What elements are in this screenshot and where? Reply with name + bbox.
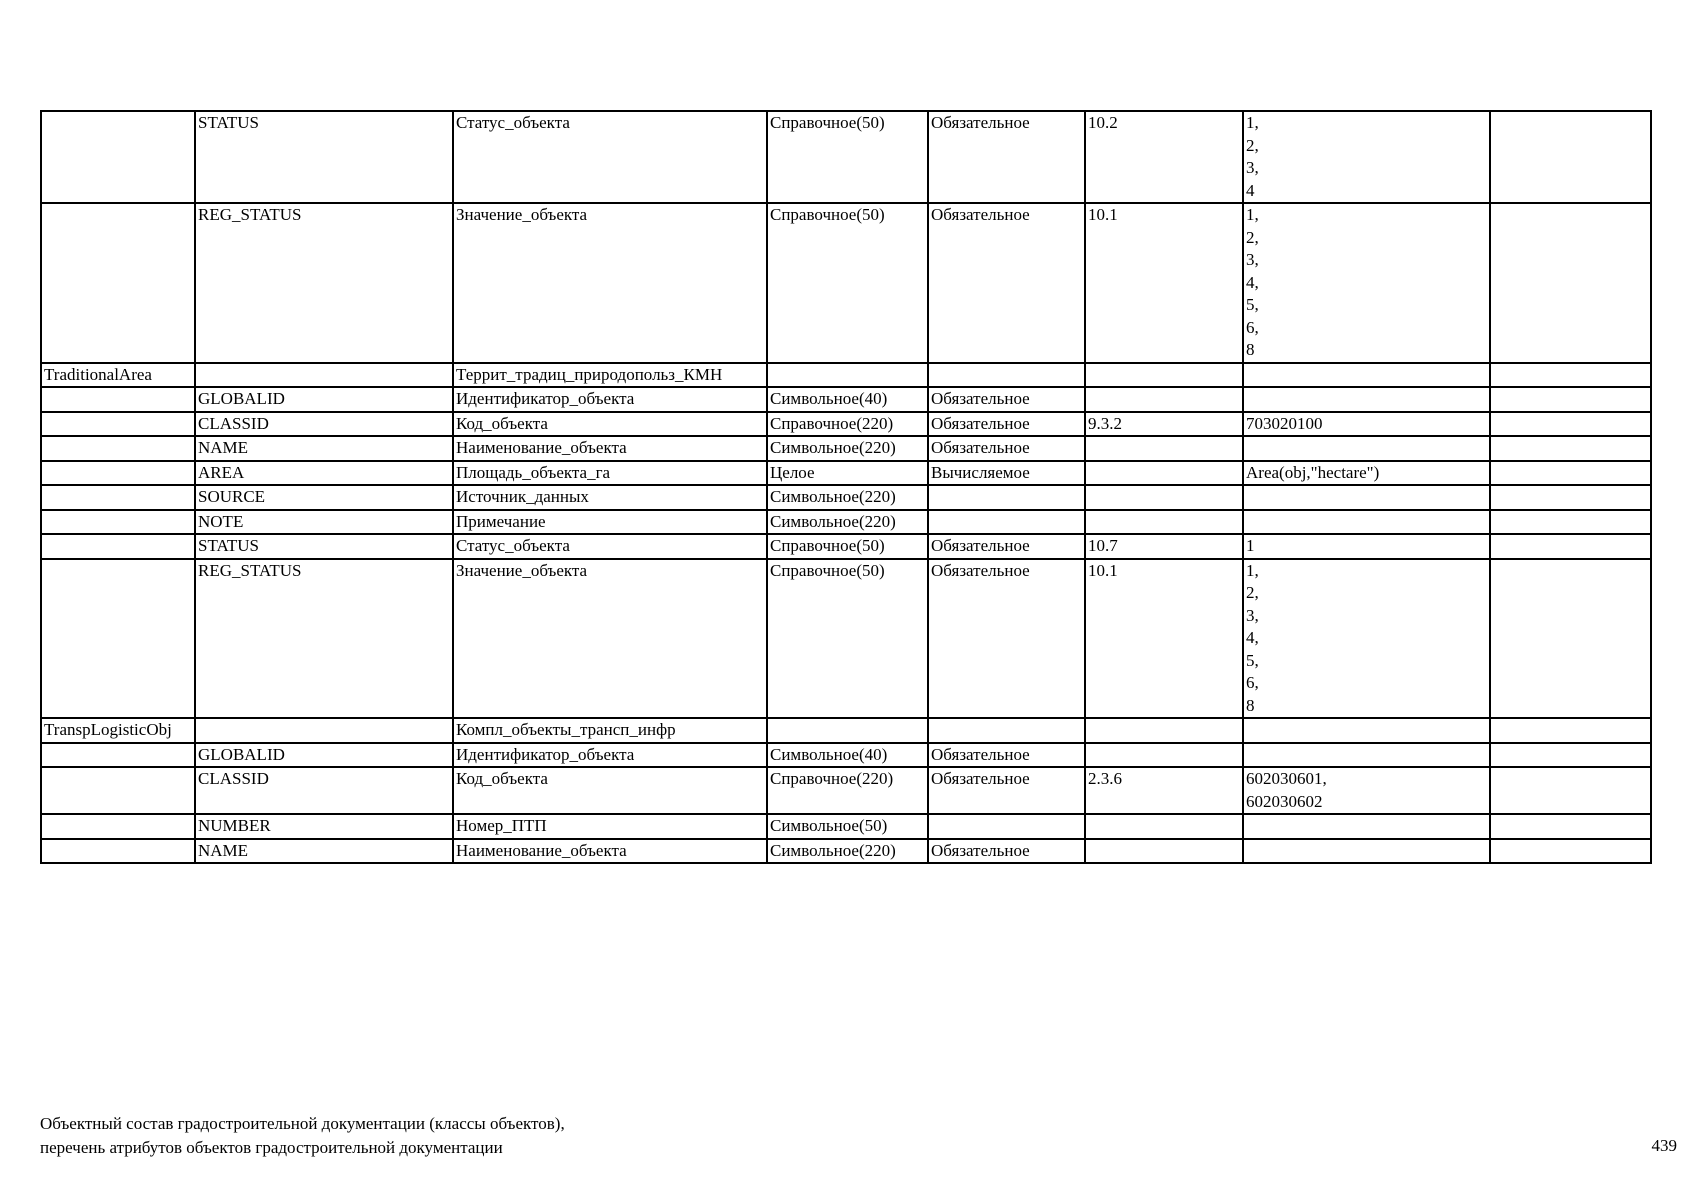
- requirement-cell: Обязательное: [928, 436, 1085, 461]
- attribute-name-cell: Значение_объекта: [453, 203, 767, 363]
- value-cell: 1, 2, 3, 4, 5, 6, 8: [1243, 203, 1490, 363]
- requirement-cell: Обязательное: [928, 111, 1085, 203]
- attribute-name-cell: Компл_объекты_трансп_инфр: [453, 718, 767, 743]
- data-type-cell: Справочное(50): [767, 534, 928, 559]
- value-cell: [1243, 839, 1490, 864]
- footer-line-2: перечень атрибутов объектов градостроительной документации: [40, 1138, 503, 1157]
- reference-cell: 10.2: [1085, 111, 1243, 203]
- table-row: [41, 510, 1651, 535]
- requirement-cell: [928, 718, 1085, 743]
- attribute-code-cell: STATUS: [195, 534, 453, 559]
- requirement-cell: [928, 814, 1085, 839]
- class-name-cell: [41, 485, 195, 510]
- attribute-code-cell: NAME: [195, 839, 453, 864]
- note-cell: [1490, 387, 1651, 412]
- table-row: [41, 767, 1651, 814]
- note-cell: [1490, 534, 1651, 559]
- value-cell: [1243, 387, 1490, 412]
- note-cell: [1490, 412, 1651, 437]
- data-type-cell: [767, 718, 928, 743]
- value-cell: [1243, 814, 1490, 839]
- attribute-code-cell: GLOBALID: [195, 387, 453, 412]
- class-name-cell: [41, 743, 195, 768]
- note-cell: [1490, 111, 1651, 203]
- class-name-cell: TranspLogisticObj: [41, 718, 195, 743]
- reference-cell: [1085, 718, 1243, 743]
- table-row: [41, 559, 1651, 719]
- attribute-name-cell: Наименование_объекта: [453, 839, 767, 864]
- note-cell: [1490, 839, 1651, 864]
- page-number: 439: [1651, 1136, 1677, 1155]
- note-cell: [1490, 718, 1651, 743]
- reference-cell: 10.7: [1085, 534, 1243, 559]
- reference-cell: [1085, 363, 1243, 388]
- data-type-cell: Символьное(220): [767, 436, 928, 461]
- class-name-cell: [41, 814, 195, 839]
- data-type-cell: Символьное(220): [767, 510, 928, 535]
- value-cell: Area(obj,"hectare"): [1243, 461, 1490, 486]
- attribute-name-cell: Статус_объекта: [453, 534, 767, 559]
- table-row: [41, 534, 1651, 559]
- data-type-cell: Символьное(40): [767, 387, 928, 412]
- reference-cell: 10.1: [1085, 559, 1243, 719]
- data-type-cell: Символьное(40): [767, 743, 928, 768]
- attribute-code-cell: AREA: [195, 461, 453, 486]
- table-row: [41, 718, 1651, 743]
- table-row: [41, 839, 1651, 864]
- attribute-code-cell: STATUS: [195, 111, 453, 203]
- requirement-cell: Вычисляемое: [928, 461, 1085, 486]
- attribute-name-cell: Примечание: [453, 510, 767, 535]
- attribute-code-cell: GLOBALID: [195, 743, 453, 768]
- reference-cell: [1085, 510, 1243, 535]
- note-cell: [1490, 461, 1651, 486]
- requirement-cell: Обязательное: [928, 559, 1085, 719]
- table-row: [41, 461, 1651, 486]
- class-name-cell: [41, 839, 195, 864]
- table-row: [41, 363, 1651, 388]
- class-name-cell: [41, 534, 195, 559]
- data-type-cell: [767, 363, 928, 388]
- class-name-cell: TraditionalArea: [41, 363, 195, 388]
- attribute-code-cell: REG_STATUS: [195, 203, 453, 363]
- class-name-cell: [41, 436, 195, 461]
- attribute-code-cell: CLASSID: [195, 767, 453, 814]
- reference-cell: [1085, 436, 1243, 461]
- value-cell: 602030601, 602030602: [1243, 767, 1490, 814]
- note-cell: [1490, 436, 1651, 461]
- table-row: [41, 387, 1651, 412]
- table-row: [41, 412, 1651, 437]
- requirement-cell: [928, 485, 1085, 510]
- class-name-cell: [41, 559, 195, 719]
- note-cell: [1490, 510, 1651, 535]
- reference-cell: [1085, 461, 1243, 486]
- data-type-cell: Справочное(50): [767, 203, 928, 363]
- class-name-cell: [41, 111, 195, 203]
- attribute-code-cell: [195, 363, 453, 388]
- footer-note: [40, 1112, 565, 1160]
- requirement-cell: [928, 510, 1085, 535]
- data-type-cell: Справочное(50): [767, 559, 928, 719]
- value-cell: [1243, 363, 1490, 388]
- requirement-cell: Обязательное: [928, 839, 1085, 864]
- attribute-name-cell: Идентификатор_объекта: [453, 743, 767, 768]
- note-cell: [1490, 814, 1651, 839]
- note-cell: [1490, 559, 1651, 719]
- data-type-cell: Символьное(220): [767, 839, 928, 864]
- value-cell: [1243, 743, 1490, 768]
- attribute-code-cell: NUMBER: [195, 814, 453, 839]
- attribute-name-cell: Код_объекта: [453, 412, 767, 437]
- attribute-code-cell: CLASSID: [195, 412, 453, 437]
- class-name-cell: [41, 387, 195, 412]
- footer-line-1: Объектный состав градостроительной документации (классы объектов),: [40, 1114, 565, 1133]
- reference-cell: 10.1: [1085, 203, 1243, 363]
- value-cell: 1, 2, 3, 4: [1243, 111, 1490, 203]
- value-cell: 1, 2, 3, 4, 5, 6, 8: [1243, 559, 1490, 719]
- requirement-cell: Обязательное: [928, 534, 1085, 559]
- value-cell: 1: [1243, 534, 1490, 559]
- attribute-code-cell: [195, 718, 453, 743]
- table-row: [41, 743, 1651, 768]
- attribute-name-cell: Площадь_объекта_га: [453, 461, 767, 486]
- value-cell: [1243, 485, 1490, 510]
- table-row: [41, 111, 1651, 203]
- note-cell: [1490, 485, 1651, 510]
- attribute-name-cell: Наименование_объекта: [453, 436, 767, 461]
- class-name-cell: [41, 203, 195, 363]
- data-type-cell: Символьное(50): [767, 814, 928, 839]
- reference-cell: [1085, 839, 1243, 864]
- table-row: [41, 203, 1651, 363]
- class-name-cell: [41, 510, 195, 535]
- attribute-code-cell: REG_STATUS: [195, 559, 453, 719]
- reference-cell: [1085, 743, 1243, 768]
- data-type-cell: Справочное(220): [767, 412, 928, 437]
- attribute-name-cell: Значение_объекта: [453, 559, 767, 719]
- requirement-cell: Обязательное: [928, 387, 1085, 412]
- attributes-table: [40, 110, 1652, 864]
- attribute-code-cell: NAME: [195, 436, 453, 461]
- class-name-cell: [41, 412, 195, 437]
- value-cell: [1243, 718, 1490, 743]
- note-cell: [1490, 743, 1651, 768]
- attribute-name-cell: Террит_традиц_природопольз_КМН: [453, 363, 767, 388]
- value-cell: [1243, 510, 1490, 535]
- table-body: [41, 111, 1651, 863]
- data-type-cell: Справочное(50): [767, 111, 928, 203]
- requirement-cell: Обязательное: [928, 412, 1085, 437]
- attribute-name-cell: Номер_ПТП: [453, 814, 767, 839]
- data-type-cell: Целое: [767, 461, 928, 486]
- reference-cell: [1085, 387, 1243, 412]
- reference-cell: [1085, 814, 1243, 839]
- requirement-cell: [928, 363, 1085, 388]
- data-type-cell: Справочное(220): [767, 767, 928, 814]
- note-cell: [1490, 363, 1651, 388]
- reference-cell: [1085, 485, 1243, 510]
- table-row: [41, 485, 1651, 510]
- requirement-cell: Обязательное: [928, 767, 1085, 814]
- table-row: [41, 436, 1651, 461]
- class-name-cell: [41, 461, 195, 486]
- requirement-cell: Обязательное: [928, 203, 1085, 363]
- attribute-name-cell: Идентификатор_объекта: [453, 387, 767, 412]
- reference-cell: 9.3.2: [1085, 412, 1243, 437]
- attribute-name-cell: Код_объекта: [453, 767, 767, 814]
- note-cell: [1490, 767, 1651, 814]
- note-cell: [1490, 203, 1651, 363]
- attribute-name-cell: Источник_данных: [453, 485, 767, 510]
- value-cell: [1243, 436, 1490, 461]
- table-row: [41, 814, 1651, 839]
- attribute-code-cell: NOTE: [195, 510, 453, 535]
- requirement-cell: Обязательное: [928, 743, 1085, 768]
- reference-cell: 2.3.6: [1085, 767, 1243, 814]
- attribute-code-cell: SOURCE: [195, 485, 453, 510]
- data-type-cell: Символьное(220): [767, 485, 928, 510]
- attribute-name-cell: Статус_объекта: [453, 111, 767, 203]
- value-cell: 703020100: [1243, 412, 1490, 437]
- class-name-cell: [41, 767, 195, 814]
